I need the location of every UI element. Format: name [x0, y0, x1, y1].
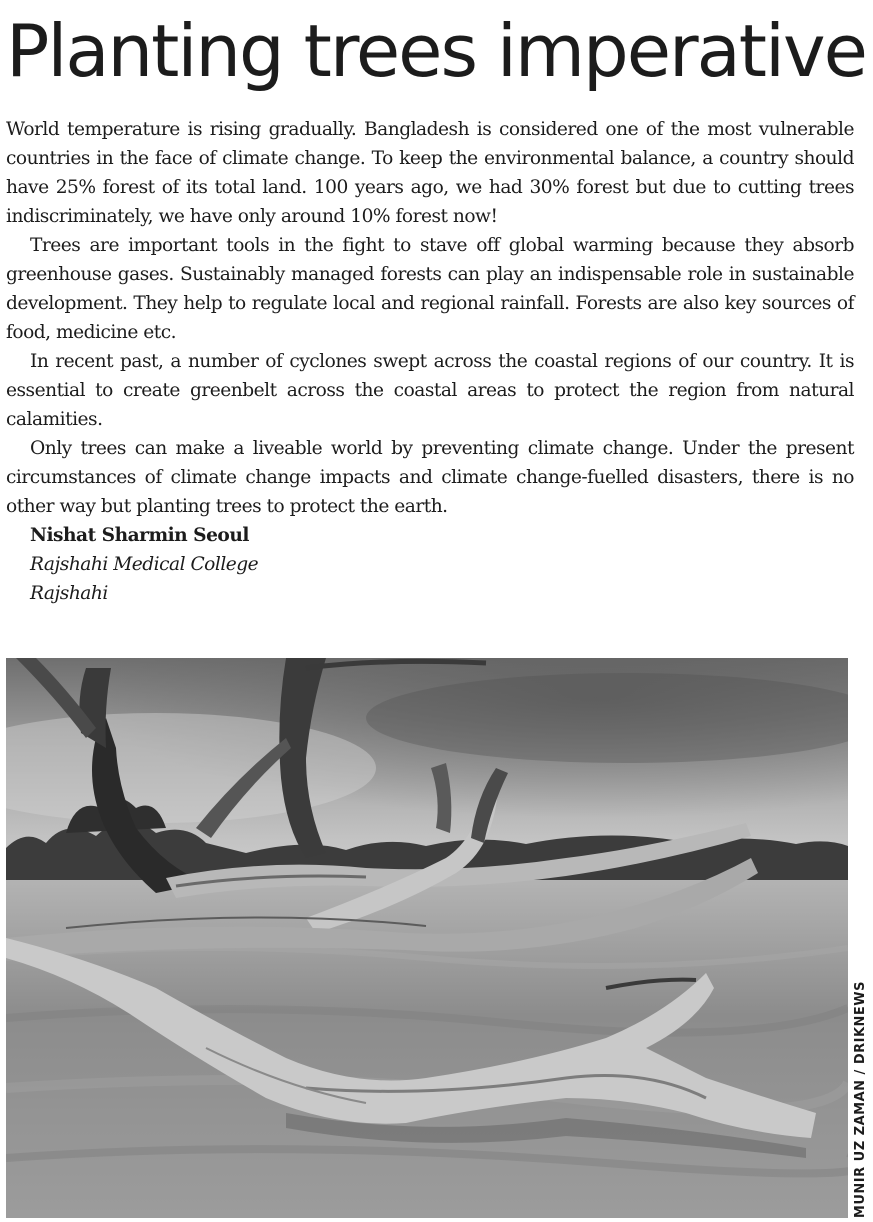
author-name: Nishat Sharmin Seoul — [30, 525, 249, 546]
article-body — [6, 115, 854, 608]
article-title: Planting trees imperative — [6, 9, 866, 93]
paragraph-4: Only trees can make a liveable world by preventing climate change. Under the present circumstances of climate change impacts and climate change-fuelled disasters, there is no other way but planting trees to protect the earth. — [6, 438, 854, 517]
driftwood-beach-photo — [6, 658, 848, 1218]
paragraph-2: Trees are important tools in the fight to stave off global warming because they absorb greenhouse gases. Sustainably managed forests can play an indispensable role in sustainable development. They help to regulate local and regional rainfall. Forests are also key sources of food, medicine etc. — [6, 235, 854, 343]
photo-credit — [849, 658, 871, 1218]
author-city: Rajshahi — [30, 583, 108, 604]
paragraph-3: In recent past, a number of cyclones swept across the coastal regions of our country. It is essential to create greenbelt across the coastal areas to protect the region from natural calamities. — [6, 351, 854, 430]
photo-credit-text: MUNIR UZ ZAMAN / DRIKNEWS — [852, 980, 868, 1218]
paragraph-1: World temperature is rising gradually. Bangladesh is considered one of the most vulnerable countries in the face of climate change. To keep the environmental balance, a country should have 25% forest of its total land. 100 years ago, we had 30% forest but due to cutting trees indiscriminately, we have only around 10% forest now! — [6, 119, 854, 227]
author-institution: Rajshahi Medical College — [30, 554, 259, 575]
